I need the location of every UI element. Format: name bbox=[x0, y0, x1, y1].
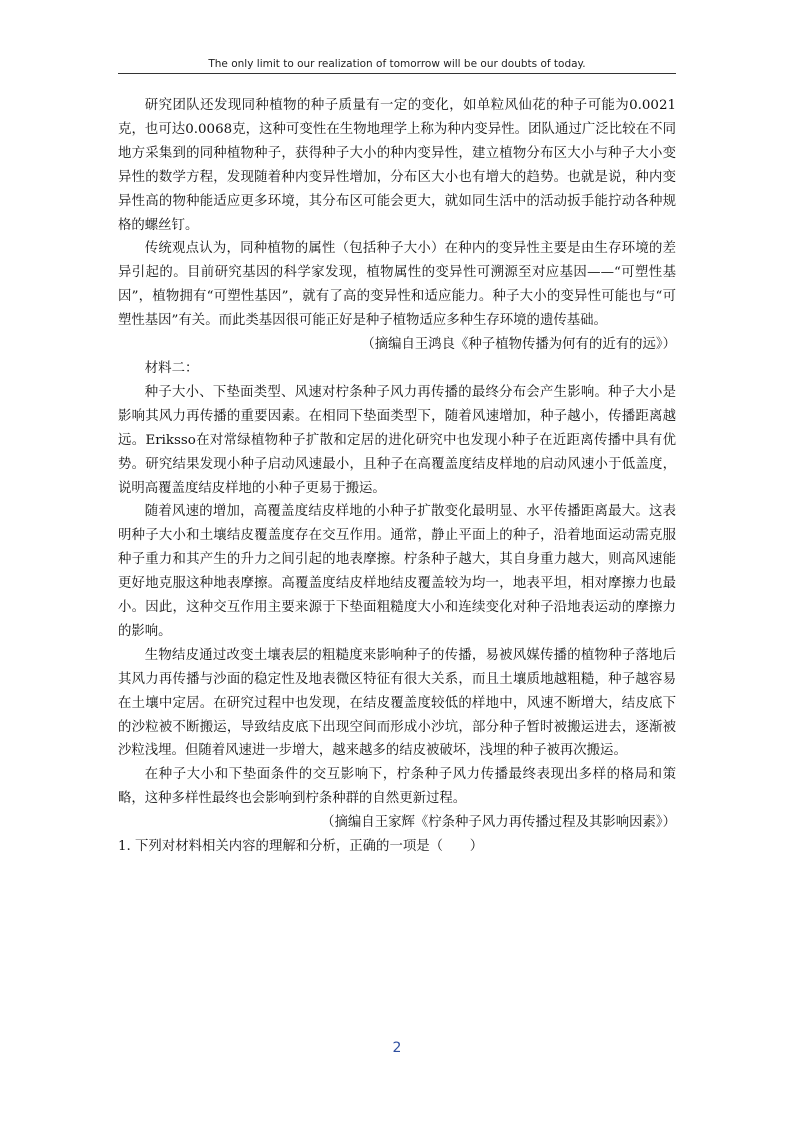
document-body bbox=[118, 94, 676, 859]
header-rule bbox=[118, 73, 676, 74]
paragraph-4: 随着风速的增加，高覆盖度结皮样地的小种子扩散变化最明显、水平传播距离最大。这表明种子大小和土壤结皮覆盖度存在交互作用。通常，静止平面上的种子，沿着地面运动需克服种子重力和其产生的升力之间引起的地表摩擦。柠条种子越大，其自身重力越大，则高风速能更好地克服这种地表摩擦。高覆盖度结皮样地结皮覆盖较为均一，地表平坦，相对摩擦力也最小。因此，这种交互作用主要来源于下垫面粗糙度大小和连续变化对种子沿地表运动的摩擦力的影响。 bbox=[118, 504, 676, 639]
source-citation-2: （摘编自王家辉《柠条种子风力再传播过程及其影响因素》） bbox=[321, 815, 676, 831]
paragraph-1: 研究团队还发现同种植物的种子质量有一定的变化，如单粒风仙花的种子可能为0.0021克，也可达0.0068克，这种可变性在生物地理学上称为种内变异性。团队通过广泛比较在不同地方采集到的同种植物种子，获得种子大小的种内变异性，建立植物分布区大小与种子大小变异性的数学方程，发现随着种内变异性增加，分布区大小也有增大的趋势。也就是说，种内变异性高的物种能适应更多环境，其分布区可能会更大，就如同生活中的活动扳手能拧动各种规格的螺丝钉。 bbox=[118, 98, 676, 233]
source-citation-1: （摘编自王鸿良《种子植物传播为何有的近有的远》） bbox=[361, 337, 676, 353]
paragraph-5: 生物结皮通过改变土壤表层的粗糙度来影响种子的传播，易被风媒传播的植物种子落地后其风力再传播与沙面的稳定性及地表微区特征有很大关系，而且土壤质地越粗糙，种子越容易在土壤中定居。在研究过程中也发现，在结皮覆盖度较低的样地中，风速不断增大，结皮底下的沙粒被不断搬运，导致结皮底下出现空间而形成小沙坑，部分种子暂时被搬运进去，逐渐被沙粒浅埋。但随着风速进一步增大，越来越多的结皮被破坏，浅埋的种子被再次搬运。 bbox=[118, 647, 676, 759]
paragraph-3: 种子大小、下垫面类型、风速对柠条种子风力再传播的最终分布会产生影响。种子大小是影响其风力再传播的重要因素。在相同下垫面类型下，随着风速增加，种子越小，传播距离越远。Eriksso在对常绿植物种子扩散和定居的进化研究中也发现小种子在近距离传播中具有优势。研究结果发现小种子启动风速最小，且种子在高覆盖度结皮样地的启动风速小于低盖度，说明高覆盖度结皮样地的小种子更易于搬运。 bbox=[118, 384, 676, 496]
paragraph-2: 传统观点认为，同种植物的属性（包括种子大小）在种内的变异性主要是由生存环境的差异引起的。目前研究基因的科学家发现，植物属性的变异性可溯源至对应基因——“可塑性基因”，植物拥有“可塑性基因”，就有了高的变异性和适应能力。种子大小的变异性可能也与“可塑性基因”有关。而此类基因很可能正好是种子植物适应多种生存环境的遗传基础。 bbox=[118, 241, 676, 329]
material-2-label: 材料二： bbox=[144, 360, 199, 376]
question-1: 1. 下列对材料相关内容的理解和分析，正确的一项是（ ） bbox=[118, 839, 484, 855]
running-header: The only limit to our realization of tomorrow will be our doubts of today. bbox=[208, 58, 586, 70]
paragraph-6: 在种子大小和下垫面条件的交互影响下，柠条种子风力传播最终表现出多样的格局和策略，这种多样性最终也会影响到柠条种群的自然更新过程。 bbox=[118, 767, 676, 807]
page-number: 2 bbox=[392, 1040, 402, 1056]
